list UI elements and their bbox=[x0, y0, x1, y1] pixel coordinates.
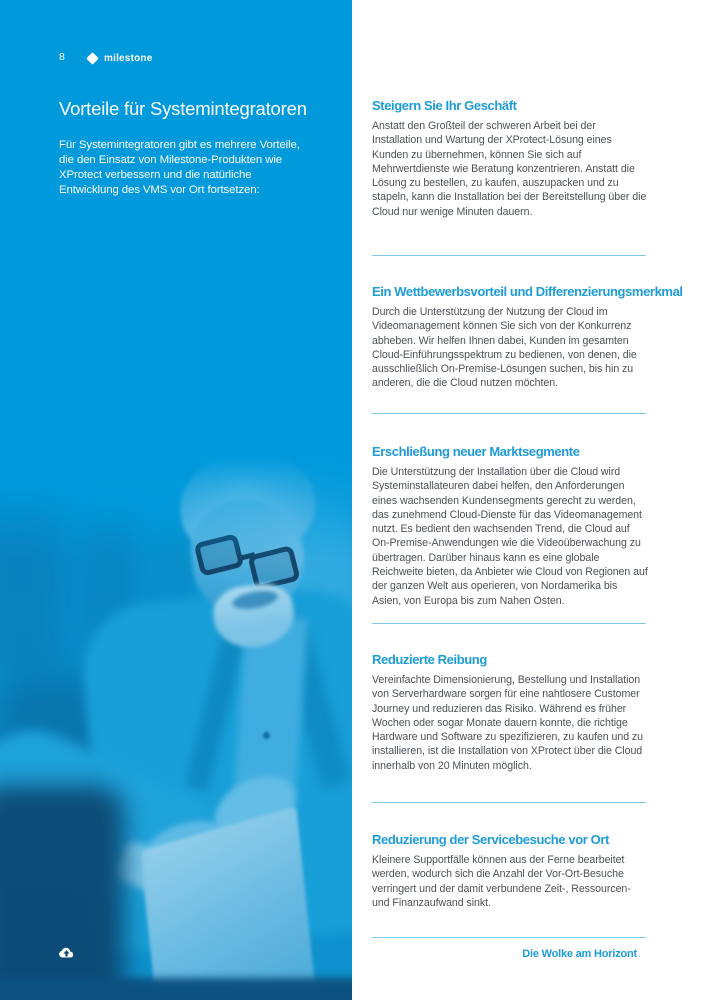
section-divider bbox=[372, 413, 646, 414]
section-heading: Steigern Sie Ihr Geschäft bbox=[372, 98, 517, 113]
section-body: Kleinere Supportfälle können aus der Ferne bearbeitet werden, wodurch sich die Anzahl der Vor-Ort-Besuche verringert und der damit verbundene Zeit-, Ressourcen- und Finanzaufwand sinkt. bbox=[372, 854, 631, 909]
next-chapter-link[interactable]: Die Wolke am Horizont bbox=[522, 948, 637, 960]
section-servicebesuche bbox=[372, 831, 648, 910]
section-neue-marktsegmente bbox=[372, 443, 648, 608]
section-body: Durch die Unterstützung der Nutzung der Cloud im Videomanagement können Sie sich von der Konkurrenz abheben. Wir helfen Ihnen dabei, Kunden im gesamten Cloud-Einführungsspektrum zu bedienen, von denen, die ausschließlich On-Premise-Lösungen suchen, bis hin zu anderen, die die Cloud nutzen möchten. bbox=[372, 306, 637, 390]
section-divider bbox=[372, 802, 646, 803]
content-column bbox=[372, 0, 683, 1000]
section-divider bbox=[372, 255, 646, 256]
cloud-upload-icon bbox=[58, 944, 75, 961]
section-body: Anstatt den Großteil der schweren Arbeit bei der Installation und Wartung der XProtect-Lösung eines Kunden zu übernehmen, können Sie sich auf Mehrwertdienste wie Beratung konzentrieren. Anstatt die Lösung zu bestellen, zu kaufen, auszupacken und zu stapeln, kann die Installation bei der Bereitstellung über die Cloud nur wenige Minuten dauern. bbox=[372, 120, 647, 218]
milestone-logo bbox=[88, 53, 152, 64]
duotone-photo bbox=[0, 430, 352, 1000]
panel-title: Vorteile für Systemintegratoren bbox=[59, 98, 307, 119]
intro-panel bbox=[0, 0, 352, 1000]
section-wettbewerbsvorteil bbox=[372, 283, 683, 391]
panel-intro-text: Für Systemintegratoren gibt es mehrere Vorteile, die den Einsatz von Milestone-Produkten wie XProtect verbessern und die natürliche Entwicklung des VMS vor Ort fortsetzen: bbox=[59, 139, 300, 196]
section-heading: Reduzierte Reibung bbox=[372, 652, 487, 667]
photo-shape bbox=[263, 732, 270, 739]
brand-name: milestone bbox=[104, 53, 153, 64]
section-divider bbox=[372, 937, 646, 938]
section-divider bbox=[372, 623, 646, 624]
section-heading: Ein Wettbewerbsvorteil und Differenzierungsmerkmal bbox=[372, 284, 683, 299]
section-heading: Erschließung neuer Marktsegmente bbox=[372, 444, 580, 459]
page-number: 8 bbox=[59, 51, 65, 63]
section-body: Vereinfachte Dimensionierung, Bestellung und Installation von Serverhardware sorgen für eine nahtlosere Customer Journey und reduzieren das Risiko. Während es früher Wochen oder sogar Monate dauern konnte, die richtige Hardware und Software zu spezifizieren, zu kaufen und zu installieren, ist die Installation von XProtect über die Cloud innerhalb von 20 Minuten möglich. bbox=[372, 674, 644, 772]
section-heading: Reduzierung der Servicebesuche vor Ort bbox=[372, 832, 609, 847]
milestone-diamond-icon bbox=[86, 52, 99, 65]
photo-shape bbox=[0, 430, 352, 560]
section-steigern-sie-ihr-geschaeft bbox=[372, 97, 648, 219]
photo-shape bbox=[0, 785, 125, 1000]
photo-shape bbox=[0, 978, 352, 1000]
section-reduzierte-reibung bbox=[372, 651, 648, 773]
section-body: Die Unterstützung der Installation über die Cloud wird Systeminstallateuren dabei helfen, den Anforderungen eines wachsenden Kundensegments gerecht zu werden, das zunehmend Cloud-Dienste für das Videomanagement nutzt. Es bedient den wachsenden Trend, die Cloud auf On-Premise-Anwendungen wie die Videoüberwachung zu übertragen. Darüber hinaus kann es eine globale Reichweite bieten, da Anbieter wie Cloud von Regionen auf der ganzen Welt aus operieren, von Nordamerika bis Asien, von Europa bis zum Nahen Osten. bbox=[372, 466, 648, 607]
